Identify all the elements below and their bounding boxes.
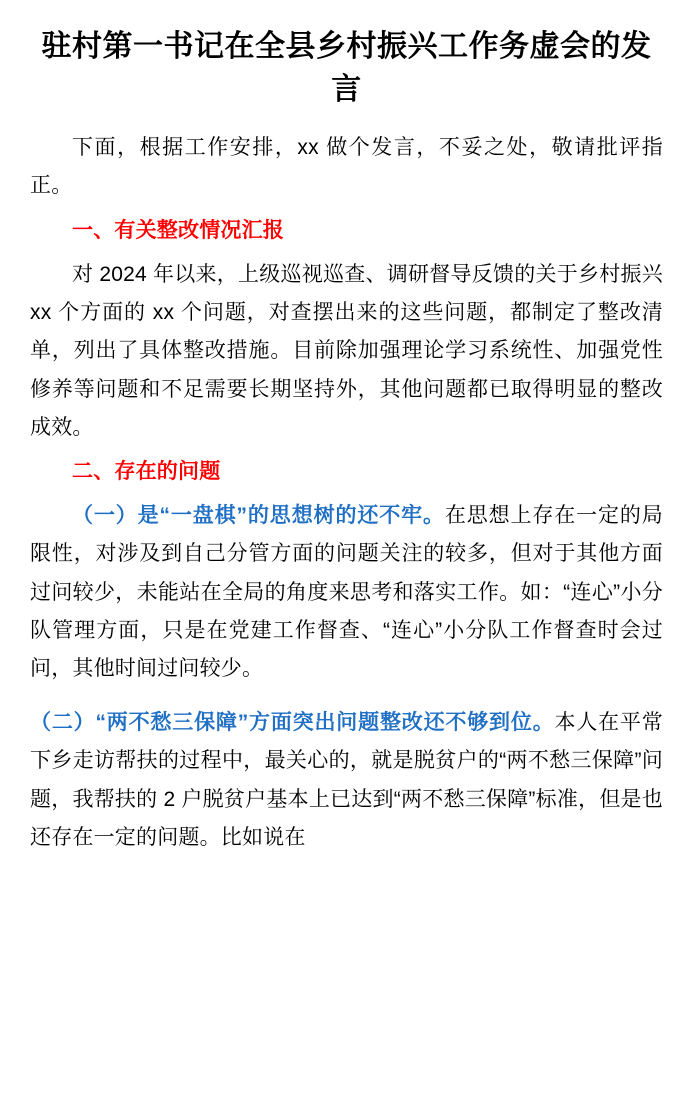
subsection-body-2: 本人在平常下乡走访帮扶的过程中，最关心的，就是脱贫户的“两不愁三保障”问题，我帮扶的 2 户脱贫户基本上已达到“两不愁三保障”标准，但是也还存在一定的问题。比如说在: [30, 711, 663, 849]
subsection-lead-2: （二）“两不愁三保障”方面突出问题整改还不够到位。: [30, 711, 555, 735]
paragraph-2: [30, 497, 663, 688]
paragraph-1: 对 2024 年以来，上级巡视巡查、调研督导反馈的关于乡村振兴 xx 个方面的 xx 个问题，对查摆出来的这些问题，都制定了整改清单，列出了具体整改措施。目前除加强理论学习系统性、加强党性修养等问题和不足需要长期坚持外，其他问题都已取得明显的整改成效。: [30, 262, 663, 439]
paragraph-3: [30, 704, 663, 857]
paragraph-intro: 下面，根据工作安排，xx 做个发言，不妥之处，敬请批评指正。: [30, 136, 663, 198]
subsection-body-1: 在思想上存在一定的局限性，对涉及到自己分管方面的问题关注的较多，但对于其他方面过问较少，未能站在全局的角度来思考和落实工作。如：“连心”小分队管理方面，只是在党建工作督查、“连心”小分队工作督查时会过问，其他时间过问较少。: [30, 504, 663, 681]
page-title: 驻村第一书记在全县乡村振兴工作务虚会的发言: [41, 30, 652, 106]
subsection-lead-1: （一）是“一盘棋”的思想树的还不牢。: [72, 504, 445, 528]
section-heading-1: 一、有关整改情况汇报: [72, 218, 284, 242]
paragraph-spacer: [30, 694, 663, 704]
section-heading-2: 二、存在的问题: [72, 459, 221, 483]
